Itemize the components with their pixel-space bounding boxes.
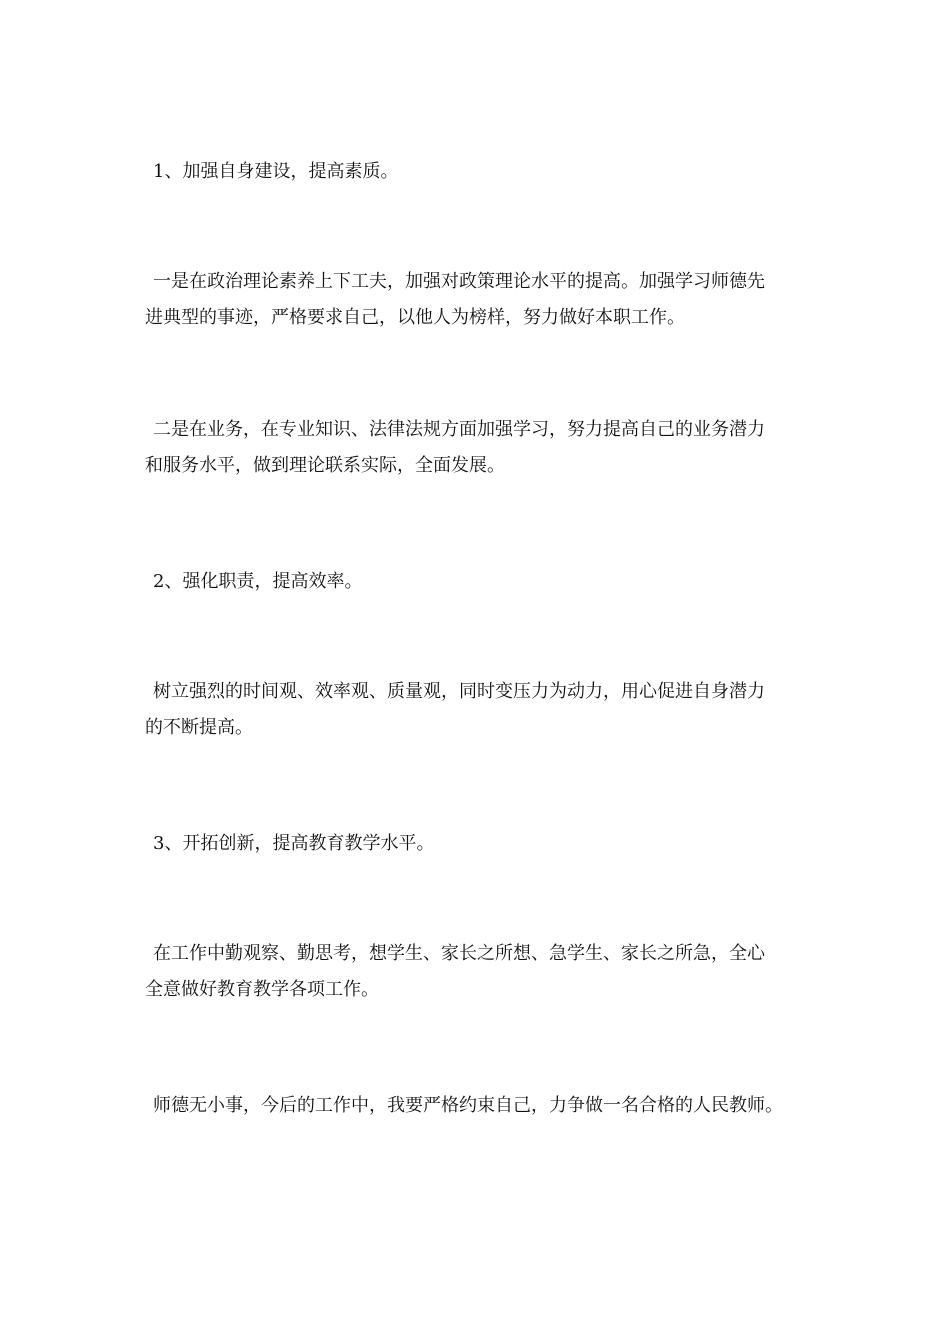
- paragraph-line: 进典型的事迹，严格要求自己，以他人为榜样，努力做好本职工作。: [145, 307, 685, 328]
- paragraph-line: 一是在政治理论素养上下工夫，加强对政策理论水平的提高。加强学习师德先: [153, 271, 765, 292]
- paragraph-line: 树立强烈的时间观、效率观、质量观，同时变压力为动力，用心促进自身潜力: [153, 681, 765, 702]
- paragraph-heading-1: [145, 154, 810, 190]
- paragraph-line: 师德无小事，今后的工作中，我要严格约束自己，力争做一名合格的人民教师。: [153, 1095, 783, 1116]
- paragraph-heading-3: [145, 826, 810, 862]
- paragraph-line: 3、开拓创新，提高教育教学水平。: [153, 833, 435, 854]
- paragraph-line: 全意做好教育教学各项工作。: [145, 979, 379, 1000]
- paragraph-body-3: [145, 674, 810, 746]
- paragraph-line: 的不断提高。: [145, 717, 253, 738]
- paragraph-heading-2: [145, 564, 810, 600]
- paragraph-body-1: [145, 264, 810, 336]
- paragraph-line: 在工作中勤观察、勤思考，想学生、家长之所想、急学生、家长之所急，全心: [153, 943, 765, 964]
- paragraph-conclusion: [145, 1088, 810, 1124]
- paragraph-body-4: [145, 936, 810, 1008]
- paragraph-line: 1、加强自身建设，提高素质。: [153, 161, 399, 182]
- paragraph-body-2: [145, 412, 810, 484]
- paragraph-line: 2、强化职责，提高效率。: [153, 571, 363, 592]
- paragraph-line: 和服务水平，做到理论联系实际，全面发展。: [145, 455, 505, 476]
- paragraph-line: 二是在业务，在专业知识、法律法规方面加强学习，努力提高自己的业务潜力: [153, 419, 765, 440]
